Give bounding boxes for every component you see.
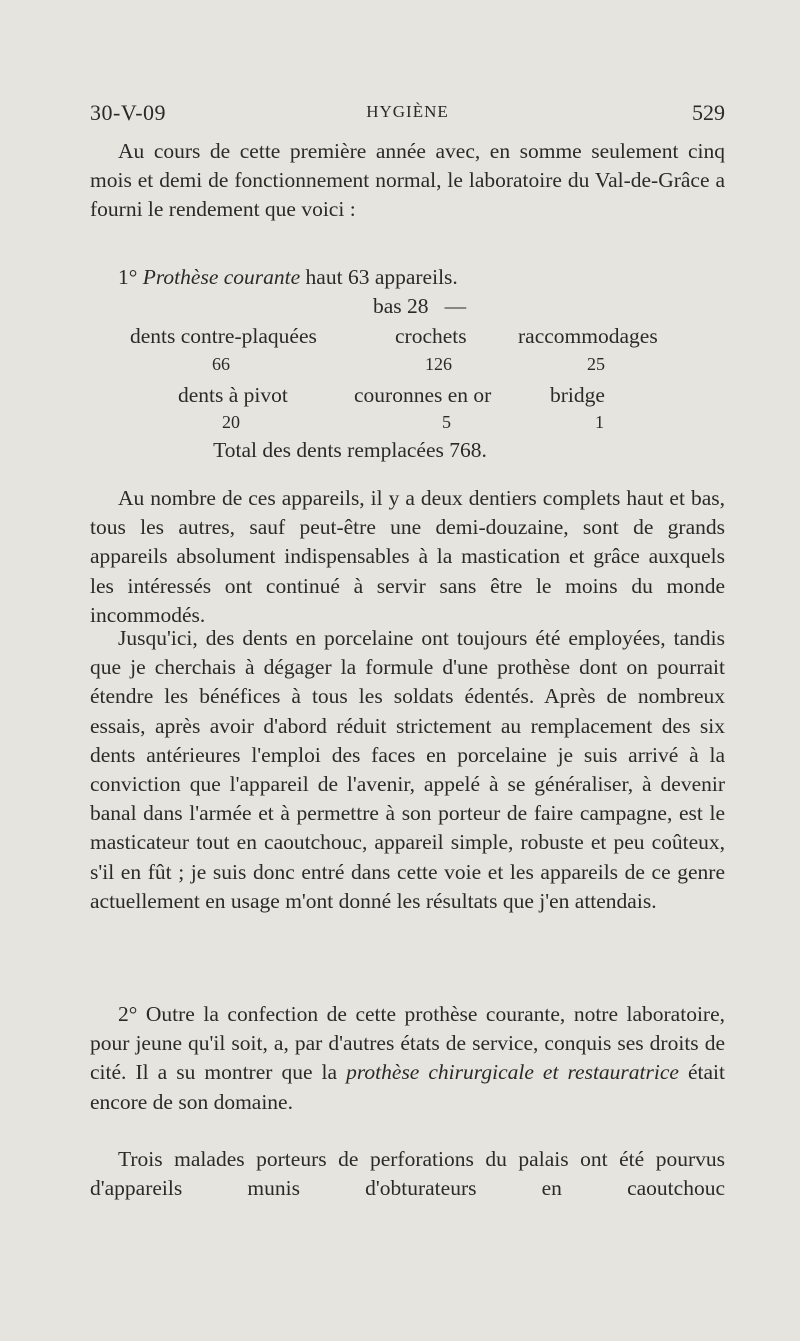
- stat-value: 66: [212, 354, 230, 374]
- paragraph-4-before: Outre la confection de cette prothèse courante, notre laboratoire, pour jeune qu'il soit, a, par d'autres états de service, conquis ses droits de cité. Il a su montrer que la: [90, 1002, 726, 1085]
- item-2-number: 2°: [118, 1002, 138, 1026]
- paragraph-4-after: était encore de son domaine.: [90, 1060, 726, 1114]
- paragraph-3: [90, 624, 725, 916]
- paragraph-4: [90, 1000, 725, 1117]
- stat-label: crochets: [395, 324, 467, 348]
- item-1-number: 1°: [118, 265, 138, 289]
- paragraph-3-text: Jusqu'ici, des dents en porcelaine ont toujours été employées, tandis que je cherchais à dégager la formule d'une prothèse dont on pourrait étendre les bénéfices à tous les soldats édentés. Après de nombreux essais, après avoir d'abord réduit strictement au remplacement des six dents antérieures l'emploi des faces en porcelaine je suis arrivé à la conviction que l'appareil de l'avenir, appelé à se généraliser, à devenir banal dans l'armée et à permettre à son porteur de faire campagne, est le masticateur tout en caoutchouc, appareil simple, robuste et peu coûteux, s'il en fût ; je suis donc entré dans cette voie et les appareils de ce genre actuellement en usage m'ont donné les résultats que j'en attendais.: [90, 626, 725, 913]
- stat-value: 25: [587, 354, 605, 374]
- stat-label: couronnes en or: [354, 383, 492, 407]
- item-1-bas: bas 28 —: [373, 294, 467, 318]
- paragraph-2: [90, 484, 725, 630]
- paragraph-4-italic: prothèse chirurgicale et restauratrice: [346, 1060, 679, 1085]
- stat-value: 5: [442, 412, 451, 432]
- page-number: 529: [692, 100, 725, 125]
- running-head: [90, 100, 725, 126]
- paragraph-5-text: Trois malades porteurs de perforations du palais ont été pourvus d'appareils munis d'obturateurs en caoutchouc: [90, 1147, 725, 1201]
- item-1-haut: haut 63 appareils.: [305, 265, 458, 289]
- stat-value: 20: [222, 412, 240, 432]
- header-title: HYGIÈNE: [366, 102, 449, 121]
- total-line: Total des dents remplacées 768.: [213, 438, 487, 462]
- header-date: 30-V-09: [90, 100, 167, 125]
- stat-label: bridge: [550, 383, 605, 407]
- paragraph-2-text: Au nombre de ces appareils, il y a deux dentiers complets haut et bas, tous les autres, sauf peut-être une demi-douzaine, sont de grands appareils absolument indispensables à la mastication et grâce auxquels les intéressés ont continué à servir sans être le moins du monde incommodés.: [90, 486, 725, 627]
- intro-paragraph: [90, 137, 725, 225]
- intro-text: Au cours de cette première année avec, en somme seulement cinq mois et demi de fonctionnement normal, le laboratoire du Val-de-Grâce a fourni le rendement que voici :: [90, 139, 725, 222]
- stat-label: dents contre-plaquées: [130, 324, 317, 348]
- stat-label: dents à pivot: [178, 383, 288, 407]
- stat-value: 1: [595, 412, 604, 432]
- item-1-title: Prothèse courante: [142, 265, 301, 289]
- stat-label: raccommodages: [518, 324, 658, 348]
- stat-value: 126: [425, 354, 452, 374]
- paragraph-5: [90, 1145, 725, 1203]
- paragraph-4-text: [90, 1000, 725, 1117]
- item-1-line: [118, 265, 458, 290]
